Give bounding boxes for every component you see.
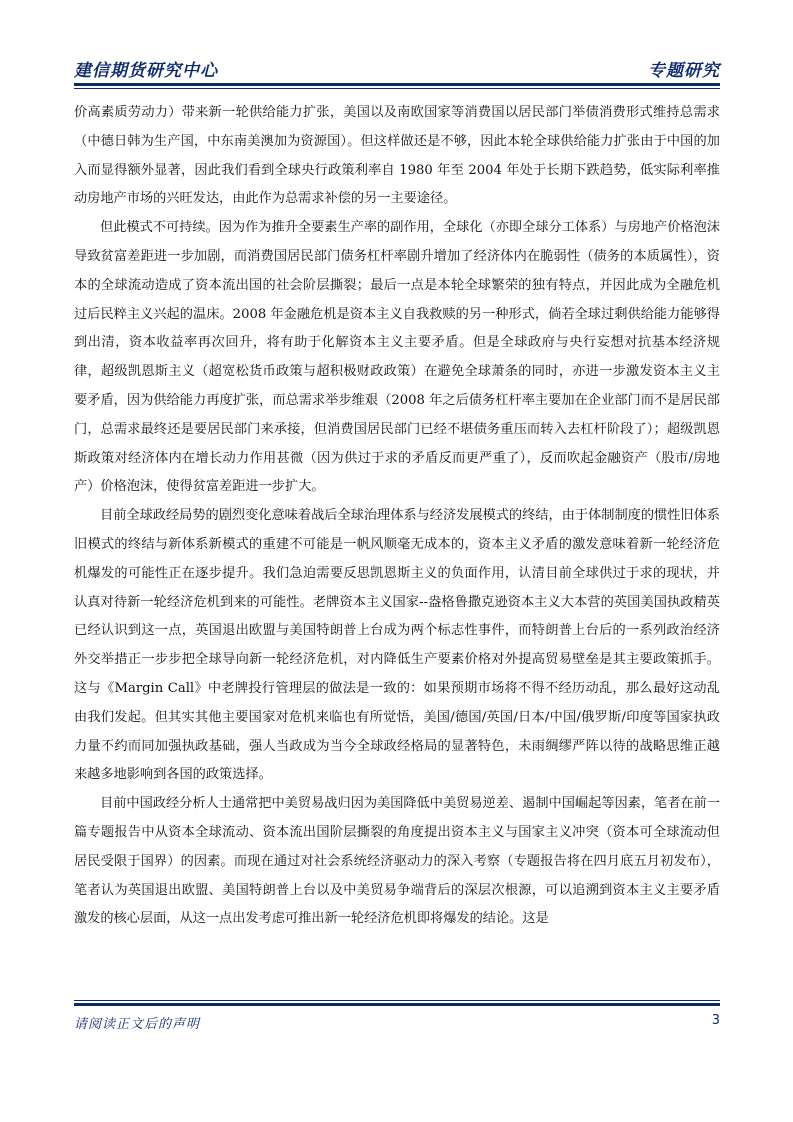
header-rule xyxy=(74,83,720,86)
header-rule-thin xyxy=(74,88,720,89)
page-number: 3 xyxy=(711,1013,720,1028)
footer-rule xyxy=(74,1003,720,1006)
page-footer xyxy=(74,1000,720,1040)
page-header xyxy=(74,56,720,90)
main-text xyxy=(74,99,720,934)
paragraph-3: 目前全球政经局势的剧烈变化意味着战后全球治理体系与经济发展模式的终结，由于体制制度的惯性旧体系旧模式的终结与新体系新模式的重建不可能是一帆风顺毫无成本的，资本主义矛盾的激发意味着新一轮经济危机爆发的可能性正在逐步提升。我们急迫需要反思凯恩斯主义的负面作用，认清目前全球供过于求的现状，并认真对待新一轮经济危机到来的可能性。老牌资本主义国家--盎格鲁撒克逊资本主义大本营的英国美国执政精英已经认识到这一点，英国退出欧盟与美国特朗普上台成为两个标志性事件，而特朗普上台后的一系列政治经济外交举措正一步步把全球导向新一轮经济危机，对内降低生产要素价格对外提高贸易壁垒是其主要政策抓手。这与《Margin Call》中老牌投行管理层的做法是一致的：如果预期市场将不得不经历动乱，那么最好这动乱由我们发起。但其实其他主要国家对危机来临也有所觉悟，美国/德国/英国/日本/中国/俄罗斯/印度等国家执政力量不约而同加强执政基础，强人当政成为当今全球政经格局的显著特色，未雨绸缪严阵以待的战略思维正越来越多地影响到各国的政策选择。 xyxy=(74,508,720,783)
paragraph-4: 目前中国政经分析人士通常把中美贸易战归因为美国降低中美贸易逆差、遏制中国崛起等因素，笔者在前一篇专题报告中从资本全球流动、资本流出国阶层撕裂的角度提出资本主义与国家主义冲突（资本可全球流动但居民受限于国界）的因素。而现在通过对社会系统经济驱动力的深入考察（专题报告将在四月底五月初发布），笔者认为英国退出欧盟、美国特朗普上台以及中美贸易争端背后的深层次根源，可以追溯到资本主义主要矛盾激发的核心层面，从这一点出发考虑可推出新一轮经济危机即将爆发的结论。这是 xyxy=(74,796,720,927)
paragraph-1: 价高素质劳动力）带来新一轮供给能力扩张，美国以及南欧国家等消费国以居民部门举债消费形式维持总需求（中德日韩为生产国，中东南美澳加为资源国）。但这样做还是不够，因此本轮全球供给能力扩张由于中国的加入而显得额外显著，因此我们看到全球央行政策利率自 1980 年至 2004 年处于长期下跌趋势，低实际利率推动房地产市场的兴旺发达，由此作为总需求补偿的另一主要途径。 xyxy=(74,105,720,207)
footer-rule-thin xyxy=(74,1000,720,1001)
header-section-label: 专题研究 xyxy=(648,61,720,81)
disclaimer-note: 请阅读正文后的声明 xyxy=(74,1017,201,1032)
paragraph-2: 但此模式不可持续。因为作为推升全要素生产率的副作用，全球化（亦即全球分工体系）与房地产价格泡沫导致贫富差距进一步加剧，而消费国居民部门债务杠杆率剧升增加了经济体内在脆弱性（债务的本质属性），资本的全球流动造成了资本流出国的社会阶层撕裂；最后一点是本轮全球繁荣的独有特点，并因此成为全融危机过后民粹主义兴起的温床。2008 年金融危机是资本主义自我救赎的另一种形式，倘若全球过剩供给能力能够得到出清，资本收益率再次回升，将有助于化解资本主义主要矛盾。但是全球政府与央行妄想对抗基本经济规律，超级凯恩斯主义（超宽松货币政策与超积极财政政策）在避免全球萧条的同时，亦进一步激发资本主义主要矛盾，因为供给能力再度扩张，而总需求举步维艰（2008 年之后债务杠杆率主要加在企业部门而不是居民部门，总需求最终还是要居民部门来承接，但消费国居民部门已经不堪债务重压而转入去杠杆阶段了）；超级凯恩斯政策对经济体内在增长动力作用甚微（因为供过于求的矛盾反而更严重了），反而吹起金融资产（股市/房地产）价格泡沫，使得贫富差距进一步扩大。 xyxy=(74,220,720,495)
header-title: 建信期货研究中心 xyxy=(74,61,218,81)
